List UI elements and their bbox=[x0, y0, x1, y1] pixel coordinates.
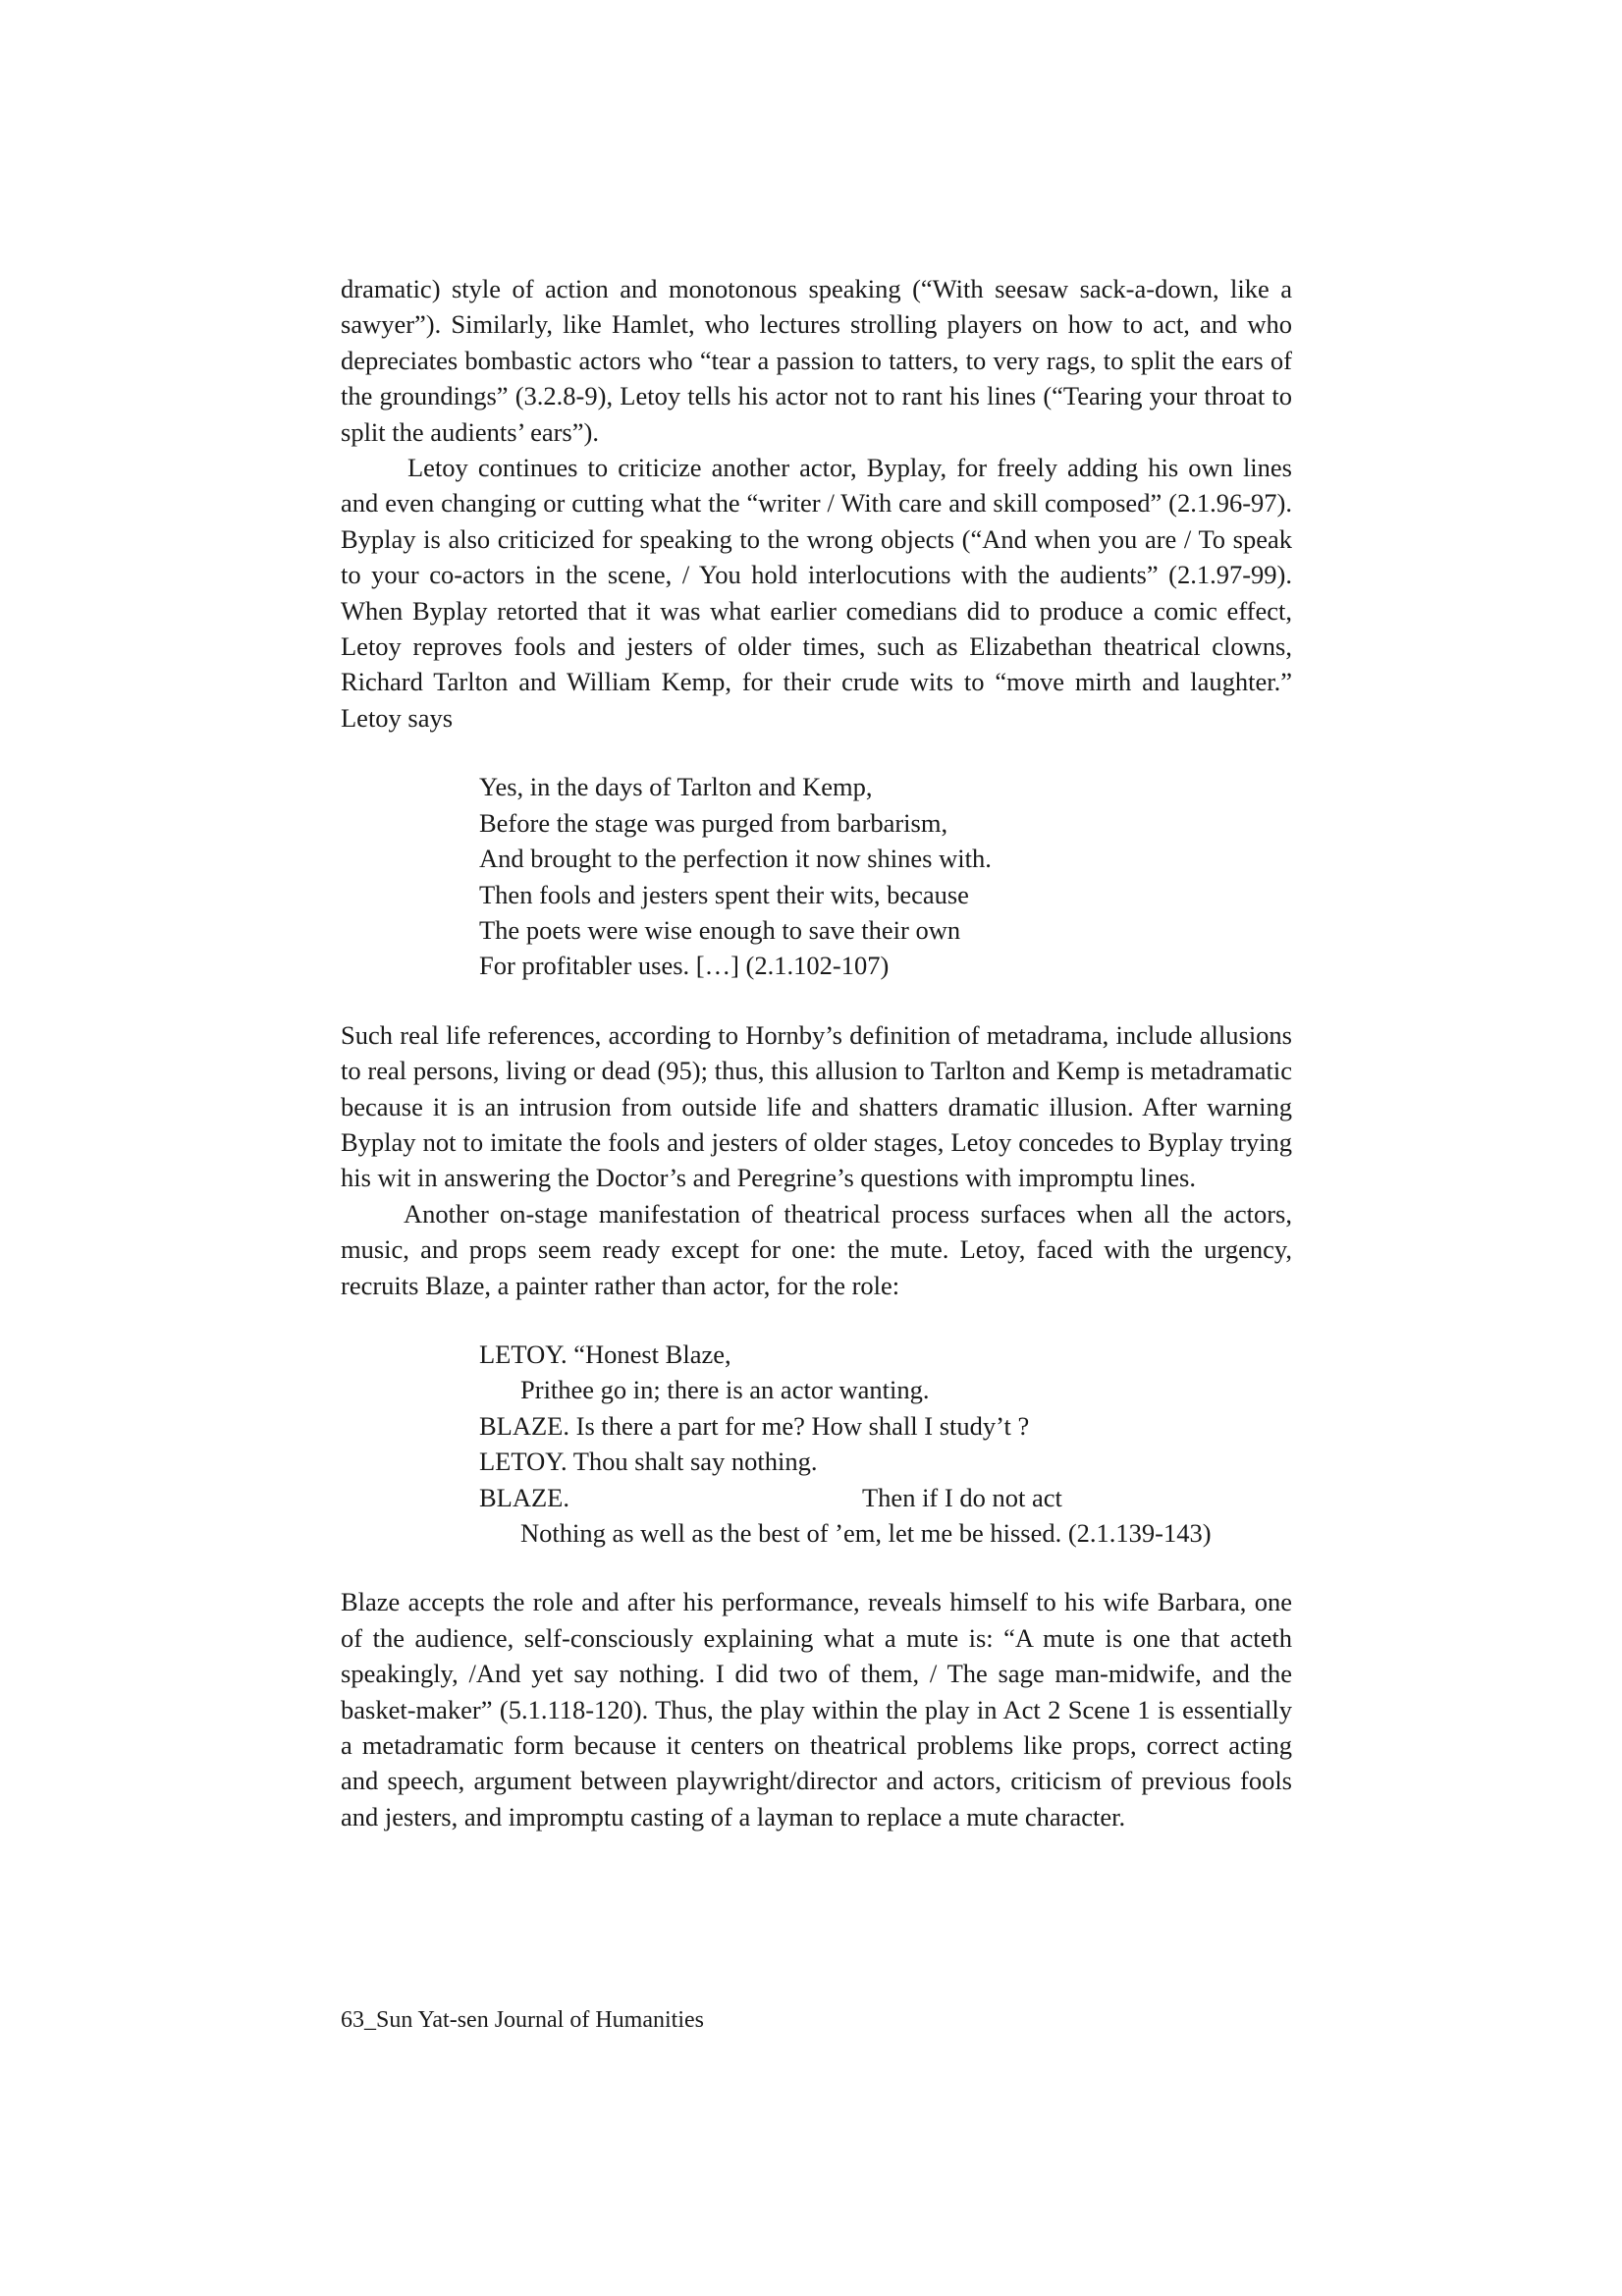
quote-line: And brought to the perfection it now shines with. bbox=[479, 844, 992, 874]
quote-line: Before the stage was purged from barbarism, bbox=[479, 807, 948, 838]
dialogue-line: Prithee go in; there is an actor wanting. bbox=[520, 1375, 930, 1405]
paragraph-1: dramatic) style of action and monotonous speaking (“With seesaw sack-a-down, like a sawyer”). Similarly, like Hamlet, who lectures strolling players on how to act, and who depreciates bombastic actors who “tear a passion to tatters, to very rags, to split the ears of the groundings” (3.2.8-9), Letoy tells his actor not to rant his lines (“Tearing your throat to split the audients’ ears”). bbox=[341, 274, 1292, 447]
dialogue-line: Nothing as well as the best of ’em, let me be hissed. (2.1.139-143) bbox=[520, 1518, 1212, 1548]
paragraph-5: Blaze accepts the role and after his performance, reveals himself to his wife Barbara, one of the audience, self-consciously explaining what a mute is: “A mute is one that acteth speakingly, /And yet say nothing. I did two of them, / The sage man-midwife, and the basket-maker” (5.1.118-120). Thus, the play within the play in Act 2 Scene 1 is essentially a metadramatic form because it centers on theatrical problems like props, correct acting and speech, argument between playwright/director and actors, criticism of previous fools and jesters, and impromptu casting of a layman to replace a mute character. bbox=[341, 1587, 1292, 1831]
dialogue-line: BLAZE. Is there a part for me? How shall I study’t ? bbox=[479, 1410, 1030, 1441]
paragraph-3: Such real life references, according to Hornby’s definition of metadrama, include allusions to real persons, living or dead (95); thus, this allusion to Tarlton and Kemp is metadramatic because it is an intrusion from outside life and shatters dramatic illusion. After warning Byplay not to imitate the fools and jesters of older stages, Letoy concedes to Byplay trying his wit in answering the Doctor’s and Peregrine’s questions with impromptu lines. bbox=[341, 1019, 1292, 1193]
dialogue-text: Then if I do not act bbox=[862, 1482, 1062, 1512]
page-footer: 63_Sun Yat-sen Journal of Humanities bbox=[341, 2007, 704, 2033]
article-body bbox=[341, 271, 1292, 1834]
dialogue-line: LETOY. “Honest Blaze, bbox=[479, 1339, 731, 1369]
dialogue-line bbox=[479, 1480, 1292, 1515]
quote-line: For profitabler uses. […] (2.1.102-107) bbox=[479, 951, 890, 981]
quote-line: Then fools and jesters spent their wits, because bbox=[479, 879, 969, 909]
paragraph-4: Another on-stage manifestation of theatrical process surfaces when all the actors, music, and props seem ready except for one: the mute. Letoy, faced with the urgency, recruits Blaze, a painter rather than actor, for the role: bbox=[341, 1198, 1292, 1300]
quote-line: Yes, in the days of Tarlton and Kemp, bbox=[479, 772, 873, 802]
quote-line: The poets were wise enough to save their own bbox=[479, 914, 961, 945]
block-quote-tarlton bbox=[479, 769, 1292, 983]
dialogue-line: LETOY. Thou shalt say nothing. bbox=[479, 1447, 818, 1477]
block-quote-blaze bbox=[479, 1337, 1292, 1551]
paragraph-2: Letoy continues to criticize another actor, Byplay, for freely adding his own lines and even changing or cutting what the “writer / With care and skill composed” (2.1.96-97). Byplay is also criticized for speaking to the wrong objects (“And when you are / To speak to your co-actors in the scene, / You hold interlocutions with the audients” (2.1.97-99). When Byplay retorted that it was what earlier comedians did to produce a comic effect, Letoy reproves fools and jesters of older times, such as Elizabethan theatrical clowns, Richard Tarlton and William Kemp, for their crude wits to “move mirth and laughter.” Letoy says bbox=[341, 453, 1292, 733]
speaker-name: BLAZE. bbox=[479, 1482, 569, 1512]
